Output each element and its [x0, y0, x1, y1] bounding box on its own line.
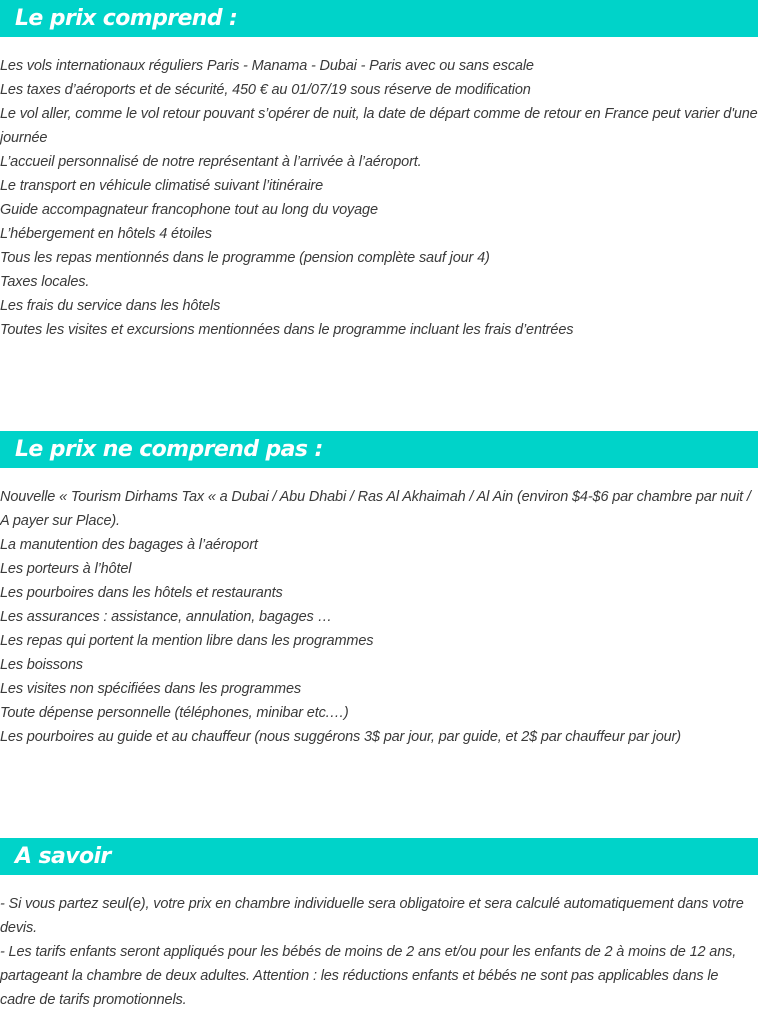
list-item: Les visites non spécifiées dans les programmes [0, 681, 301, 697]
list-item: Taxes locales. [0, 274, 90, 290]
list-item: Les assurances : assistance, annulation, bagages … [0, 609, 332, 625]
section-title-excludes: Le prix ne comprend pas : [15, 437, 323, 462]
list-item: L’hébergement en hôtels 4 étoiles [0, 226, 212, 242]
section-header-includes [0, 0, 758, 37]
list-item: Les porteurs à l’hôtel [0, 561, 132, 577]
list-item: Les repas qui portent la mention libre dans les programmes [0, 633, 374, 649]
list-item: Les taxes d’aéroports et de sécurité, 450 € au 01/07/19 sous réserve de modification [0, 82, 531, 98]
section-header-good-to-know [0, 838, 758, 875]
list-item: Les pourboires au guide et au chauffeur (nous suggérons 3$ par jour, par guide, et 2$ par chauffeur par jour) [0, 729, 681, 745]
section-title-includes: Le prix comprend : [15, 6, 238, 31]
info-paragraph: - Si vous partez seul(e), votre prix en chambre individuelle sera obligatoire et sera calculé automatiquement dans votre devis. [0, 896, 744, 936]
list-item: Le vol aller, comme le vol retour pouvant s’opérer de nuit, la date de départ comme de retour en France peut varier d'une journée [0, 106, 758, 146]
list-item: Tous les repas mentionnés dans le programme (pension complète sauf jour 4) [0, 250, 490, 266]
list-item: Les pourboires dans les hôtels et restaurants [0, 585, 283, 601]
includes-list [0, 54, 758, 342]
section-header-excludes [0, 431, 758, 468]
info-paragraph: - Les tarifs enfants seront appliqués pour les bébés de moins de 2 ans et/ou pour les enfants de 2 à moins de 12 ans, partageant la chambre de deux adultes. Attention : les réductions enfants et bébés ne sont pas applicables dans le cadre de tarifs promotionnels. [0, 944, 737, 1008]
list-item: Le transport en véhicule climatisé suivant l’itinéraire [0, 178, 323, 194]
list-item: L’accueil personnalisé de notre représentant à l’arrivée à l’aéroport. [0, 154, 422, 170]
list-item: Guide accompagnateur francophone tout au long du voyage [0, 202, 378, 218]
list-item: Les boissons [0, 657, 83, 673]
list-item: Toute dépense personnelle (téléphones, minibar etc.…) [0, 705, 349, 721]
excludes-list [0, 485, 758, 749]
list-item: Nouvelle « Tourism Dirhams Tax « a Dubai / Abu Dhabi / Ras Al Akhaimah / Al Ain (environ $4-$6 par chambre par nuit / A payer sur Place). [0, 489, 751, 529]
list-item: La manutention des bagages à l’aéroport [0, 537, 258, 553]
section-title-good-to-know: A savoir [15, 844, 111, 869]
list-item: Les frais du service dans les hôtels [0, 298, 221, 314]
list-item: Toutes les visites et excursions mentionnées dans le programme incluant les frais d’entrées [0, 322, 574, 338]
list-item: Les vols internationaux réguliers Paris - Manama - Dubai - Paris avec ou sans escale [0, 58, 534, 74]
